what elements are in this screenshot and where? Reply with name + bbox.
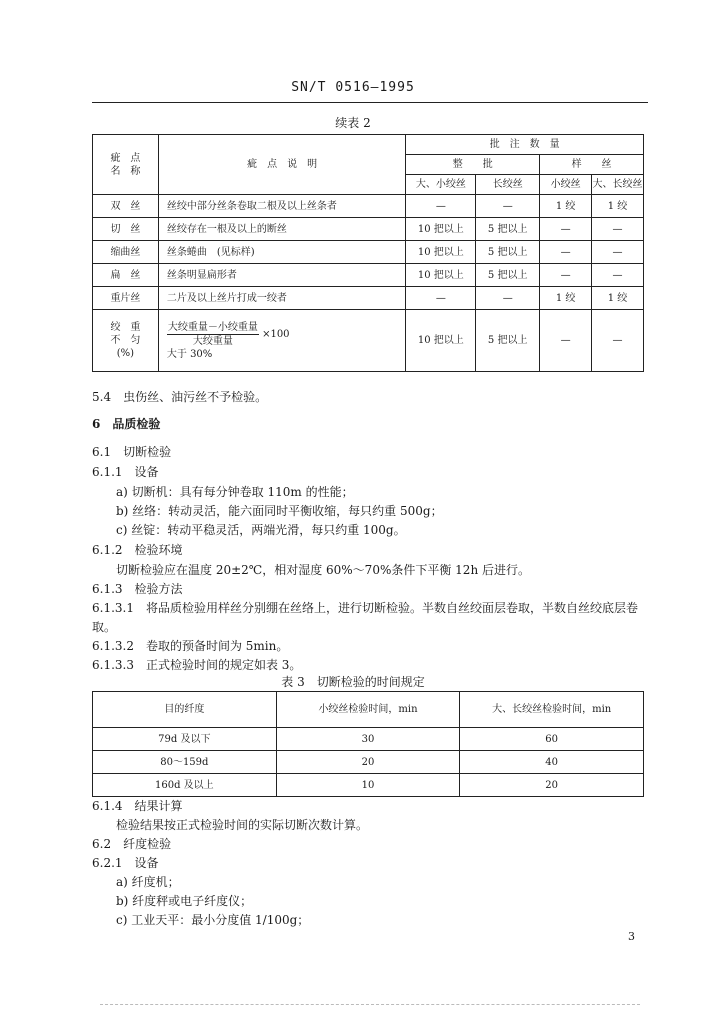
clause-6-1-3-2: 6.1.3.2 卷取的预备时间为 5min。 [92, 639, 289, 653]
table3-caption: 表 3 切断检验的时间规定 [281, 675, 425, 689]
clause-6-1: 6.1 切断检验 [92, 445, 172, 459]
calc-text: 检验结果按正式检验时间的实际切断次数计算。 [116, 818, 369, 832]
section-6-heading: 6 品质检验 [92, 417, 161, 431]
row-cell: 5 把以上 [476, 264, 540, 287]
row-desc: 二片及以上丝片打成一绞者 [158, 287, 406, 310]
table3-cell: 80～159d [93, 751, 277, 774]
table3-header: 小绞丝检验时间，min [276, 692, 460, 728]
row-cell: 1 绞 [592, 195, 644, 218]
formula-multiplier: ×100 [262, 328, 290, 340]
page-number: 3 [628, 930, 635, 943]
equipment-item-a: a) 切断机：具有每分钟卷取 110m 的性能； [116, 485, 354, 499]
header-defect-name: 疵 点 名 称 [93, 135, 159, 195]
header-long-skein: 长绞丝 [476, 175, 540, 195]
table3-cell: 20 [276, 751, 460, 774]
fineness-item-c: c) 工业天平：最小分度值 1/100g； [116, 913, 310, 927]
table3-cell: 60 [460, 728, 644, 751]
table-row [93, 287, 644, 310]
table3-cell: 160d 及以上 [93, 774, 277, 797]
row-cell: — [406, 195, 476, 218]
table-row [93, 241, 644, 264]
row-desc: 丝条明显扁形者 [158, 264, 406, 287]
formula-denominator: 大绞重量 [192, 335, 233, 347]
clause-6-1-2: 6.1.2 检验环境 [92, 543, 183, 557]
table-row [93, 218, 644, 241]
row-name: 双 丝 [93, 195, 159, 218]
header-small-skein: 大、小绞丝 [406, 175, 476, 195]
scan-artifact-line [100, 1004, 640, 1005]
header-big-long-skein: 大、长绞丝 [592, 175, 644, 195]
table-3 [92, 691, 644, 797]
table-row [93, 264, 644, 287]
row-desc-formula [158, 310, 406, 372]
fineness-item-b: b) 纤度秤或电子纤度仪； [116, 894, 253, 908]
row-cell: 10 把以上 [406, 241, 476, 264]
row-cell: — [476, 287, 540, 310]
clause-6-1-4: 6.1.4 结果计算 [92, 799, 183, 813]
row-cell: — [406, 287, 476, 310]
row-cell: — [540, 310, 592, 372]
row-name: 绞 重 不 匀 (%) [93, 310, 159, 372]
row-cell: — [540, 218, 592, 241]
row-name: 重片丝 [93, 287, 159, 310]
table-row [93, 195, 644, 218]
row-name: 扁 丝 [93, 264, 159, 287]
header-small-skein-2: 小绞丝 [540, 175, 592, 195]
table3-header: 大、长绞丝检验时间，min [460, 692, 644, 728]
table3-header: 目的纤度 [93, 692, 277, 728]
row-cell: 10 把以上 [406, 310, 476, 372]
clause-6-1-3-1: 6.1.3.1 将品质检验用样丝分别绷在丝络上，进行切断检验。半数自丝绞面层卷取，半数自丝绞底层卷 [92, 601, 638, 615]
row-cell: — [592, 310, 644, 372]
table-row-weight-unevenness [93, 310, 644, 372]
row-cell: — [540, 241, 592, 264]
clause-6-1-3-3: 6.1.3.3 正式检验时间的规定如表 3。 [92, 658, 302, 672]
clause-6-1-3: 6.1.3 检验方法 [92, 582, 183, 596]
equipment-item-c: c) 丝锭：转动平稳灵活，两端光滑，每只约重 100g。 [116, 523, 406, 537]
header-rule [92, 102, 648, 103]
row-name: 切 丝 [93, 218, 159, 241]
formula-numerator: 大绞重量－小绞重量 [167, 321, 258, 333]
clause-5-4: 5.4 虫伤丝、油污丝不予检验。 [92, 390, 268, 404]
table3-cell: 10 [276, 774, 460, 797]
clause-6-2: 6.2 纤度检验 [92, 837, 172, 851]
table3-cell: 20 [460, 774, 644, 797]
row-cell: 10 把以上 [406, 218, 476, 241]
row-cell: — [476, 195, 540, 218]
row-cell: 5 把以上 [476, 310, 540, 372]
row-cell: 1 绞 [540, 195, 592, 218]
row-cell: — [592, 218, 644, 241]
row-cell: 5 把以上 [476, 241, 540, 264]
table2-caption: 续表 2 [335, 116, 371, 130]
standard-header: SN/T 0516—1995 [291, 80, 415, 95]
row-cell: 10 把以上 [406, 264, 476, 287]
row-desc: 丝条蜷曲 (见标样) [158, 241, 406, 264]
row-desc: 丝绞中部分丝条卷取二根及以上丝条者 [158, 195, 406, 218]
row-cell: 5 把以上 [476, 218, 540, 241]
fineness-item-a: a) 纤度机； [116, 875, 180, 889]
row-name: 缩曲丝 [93, 241, 159, 264]
row-cell: — [592, 264, 644, 287]
environment-text: 切断检验应在温度 20±2℃，相对湿度 60%～70%条件下平衡 12h 后进行。 [116, 563, 530, 577]
formula-condition: 大于 30% [166, 348, 213, 360]
header-sample-silk: 样 丝 [540, 155, 644, 175]
row-cell: 1 绞 [540, 287, 592, 310]
row-cell: — [592, 241, 644, 264]
header-annotation-qty: 批 注 数 量 [406, 135, 644, 155]
row-desc: 丝绞存在一根及以上的断丝 [158, 218, 406, 241]
row-cell: — [540, 264, 592, 287]
table3-cell: 30 [276, 728, 460, 751]
table3-cell: 40 [460, 751, 644, 774]
clause-6-2-1: 6.2.1 设备 [92, 856, 159, 870]
row-cell: 1 绞 [592, 287, 644, 310]
clause-6-1-3-1-cont: 取。 [92, 620, 117, 634]
table-row [93, 751, 644, 774]
header-defect-desc: 疵 点 说 明 [158, 135, 406, 195]
formula-fraction [167, 321, 259, 348]
table-row [93, 728, 644, 751]
clause-6-1-1: 6.1.1 设备 [92, 465, 159, 479]
header-whole-batch: 整 批 [406, 155, 540, 175]
table-2 [92, 134, 644, 372]
table3-cell: 79d 及以下 [93, 728, 277, 751]
table-row [93, 774, 644, 797]
equipment-item-b: b) 丝络：转动灵活，能六面同时平衡收缩，每只约重 500g； [116, 504, 443, 518]
